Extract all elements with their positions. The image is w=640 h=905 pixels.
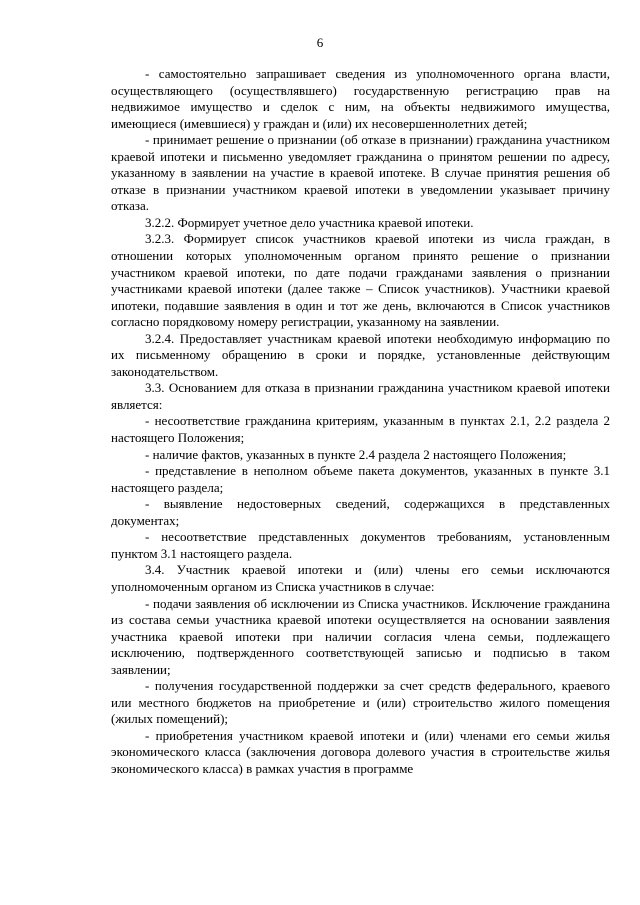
list-item-false-information: - выявление недостоверных сведений, содержащихся в представленных документах; — [111, 496, 610, 528]
paragraph-request-information: - самостоятельно запрашивает сведения из уполномоченного органа власти, осуществляющего (осуществлявшего) государственную регистрацию прав на недвижимое имущество и сделок с ним, на объекты недвижимого имущества, имеющиеся (имевшиеся) у граждан и (или) их несовершеннолетних детей; — [111, 66, 610, 131]
paragraph-decision-notice: - принимает решение о признании (об отказе в признании) гражданина участником краевой ипотеки и письменно уведомляет гражданина о принятом решении по адресу, указанному в заявлении на участие в краевой ипотеке. В случае принятия решения об отказе в признании участником краевой ипотеки в уведомлении указывает причину отказа. — [111, 132, 610, 214]
paragraph-3-3: 3.3. Основанием для отказа в признании гражданина участником краевой ипотеки является: — [111, 380, 610, 412]
list-item-economy-housing: - приобретения участником краевой ипотеки и (или) членами его семьи жилья экономического класса (заключения договора долевого участия в строительстве жилья экономического класса) в рамках участия в программе — [111, 727, 610, 776]
paragraph-3-2-3: 3.2.3. Формирует список участников краевой ипотеки из числа граждан, в отношении которых уполномоченным органом принято решение о признании участником краевой ипотеки, по дате подачи гражданами заявления о признании участниками краевой ипотеки (далее также – Список участников). Участники краевой ипотеки, подавшие заявления в один и тот же день, включаются в Список участников согласно порядковому номеру регистрации, указанному на заявлении. — [111, 231, 610, 330]
list-item-criteria-mismatch: - несоответствие гражданина критериям, указанным в пунктах 2.1, 2.2 раздела 2 настоящего Положения; — [111, 413, 610, 446]
list-item-facts-2-4: - наличие фактов, указанных в пункте 2.4 раздела 2 настоящего Положения; — [145, 446, 567, 462]
list-item-exclusion-application: - подачи заявления об исключении из Списка участников. Исключение гражданина из состава семьи участника краевой ипотеки осуществляется на основании заявления участника краевой ипотеки при наличии согласия члена семьи, подлежащего исключению, подтвержденного соответствующей записью и подписью в таком заявлении; — [111, 595, 610, 677]
list-item-incomplete-documents: - представление в неполном объеме пакета документов, указанных в пункте 3.1 настоящего раздела; — [111, 463, 610, 495]
list-item-state-support: - получения государственной поддержки за счет средств федерального, краевого или местного бюджетов на приобретение и (или) строительство жилого помещения (жилых помещений); — [111, 678, 610, 727]
paragraph-3-4: 3.4. Участник краевой ипотеки и (или) члены его семьи исключаются уполномоченным органом из Списка участников в случае: — [111, 562, 610, 594]
paragraph-3-2-2: 3.2.2. Формирует учетное дело участника краевой ипотеки. — [145, 214, 474, 230]
page-number: 6 — [316, 35, 324, 50]
document-body — [111, 66, 610, 778]
list-item-documents-mismatch: - несоответствие представленных документов требованиям, установленным пунктом 3.1 настоящего раздела. — [111, 529, 610, 561]
paragraph-3-2-4: 3.2.4. Предоставляет участникам краевой ипотеки необходимую информацию по их письменному обращению в сроки и порядке, установленные действующим законодательством. — [111, 330, 610, 379]
